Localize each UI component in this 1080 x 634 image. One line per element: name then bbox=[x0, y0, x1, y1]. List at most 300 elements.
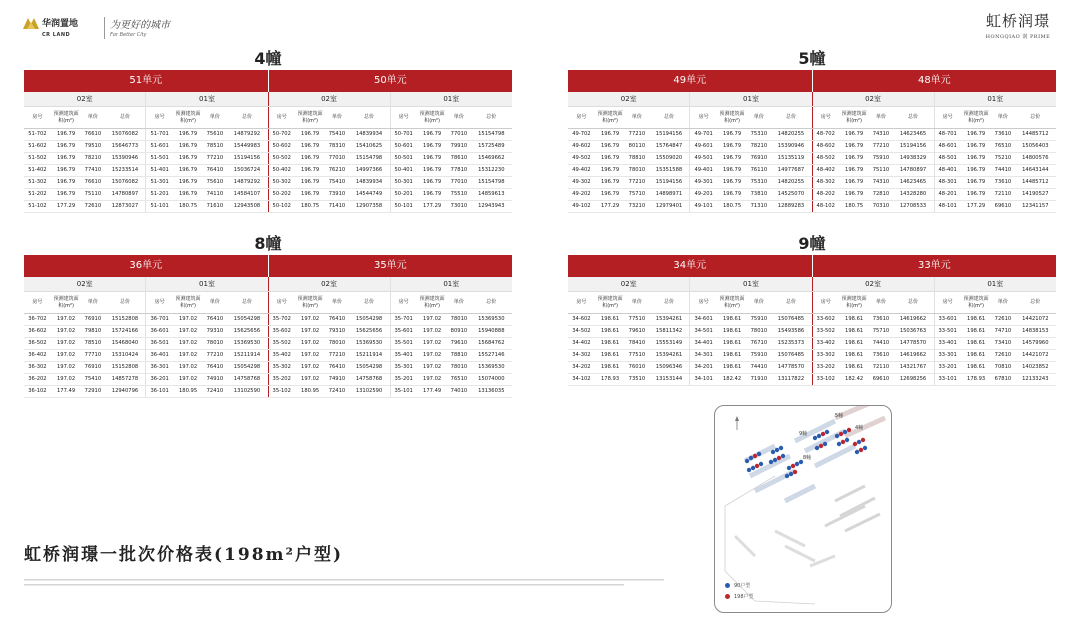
table-cell: 14857278 bbox=[105, 374, 146, 386]
table-cell: 76410 bbox=[203, 314, 226, 326]
table-cell: 36-101 bbox=[146, 386, 173, 398]
table-cell: 177.29 bbox=[961, 201, 992, 213]
disclaimer-fine-print bbox=[24, 578, 664, 593]
column-header: 总价 bbox=[471, 292, 513, 314]
column-header: 单价 bbox=[747, 292, 770, 314]
table-row bbox=[568, 129, 1056, 141]
table-cell: 196.79 bbox=[417, 165, 448, 177]
table-cell: 36-601 bbox=[146, 326, 173, 338]
table-cell: 51-402 bbox=[24, 165, 51, 177]
table-cell: 50-301 bbox=[390, 177, 417, 189]
table-cell: 80910 bbox=[447, 326, 470, 338]
table-cell: 12889283 bbox=[770, 201, 812, 213]
unit-marker-dot bbox=[793, 470, 797, 474]
table-cell: 35-301 bbox=[390, 362, 417, 374]
table-cell: 36-702 bbox=[24, 314, 51, 326]
table-cell: 198.61 bbox=[839, 338, 870, 350]
column-header: 总价 bbox=[770, 107, 812, 129]
table-cell: 70310 bbox=[869, 201, 892, 213]
unit-marker-dot bbox=[749, 456, 753, 460]
building-5-price-block bbox=[568, 48, 1056, 213]
table-cell: 48-501 bbox=[934, 153, 961, 165]
table-cell: 33-602 bbox=[812, 314, 839, 326]
table-cell: 15211914 bbox=[349, 350, 390, 362]
table-cell: 177.29 bbox=[417, 201, 448, 213]
table-cell: 75610 bbox=[203, 129, 226, 141]
table-cell: 15154798 bbox=[471, 177, 513, 189]
table-cell: 78810 bbox=[447, 350, 470, 362]
table-cell: 14619662 bbox=[893, 314, 934, 326]
table-cell: 198.61 bbox=[717, 350, 748, 362]
table-cell: 78010 bbox=[625, 165, 648, 177]
table-cell: 50-702 bbox=[268, 129, 295, 141]
table-cell: 15725489 bbox=[471, 141, 513, 153]
table-cell: 15154798 bbox=[471, 129, 513, 141]
room-name: 01室 bbox=[690, 92, 812, 107]
column-header: 单价 bbox=[81, 292, 104, 314]
table-cell: 196.79 bbox=[173, 165, 204, 177]
column-header-row bbox=[568, 107, 1056, 129]
table-cell: 35-702 bbox=[268, 314, 295, 326]
table-cell: 78510 bbox=[203, 141, 226, 153]
table-cell: 15076485 bbox=[770, 314, 812, 326]
table-cell: 196.79 bbox=[173, 177, 204, 189]
table-cell: 198.61 bbox=[961, 314, 992, 326]
table-cell: 77510 bbox=[625, 314, 648, 326]
table-cell: 196.79 bbox=[961, 129, 992, 141]
column-header: 总价 bbox=[649, 292, 690, 314]
logo-en: CR LAND bbox=[42, 32, 71, 38]
column-header: 总价 bbox=[349, 107, 390, 129]
table-cell: 15390946 bbox=[770, 141, 812, 153]
table-cell: 178.93 bbox=[961, 374, 992, 386]
table-cell: 197.02 bbox=[295, 374, 326, 386]
unit-marker-dot bbox=[777, 456, 781, 460]
table-cell: 15509020 bbox=[649, 153, 690, 165]
table-cell: 77010 bbox=[447, 177, 470, 189]
table-cell: 15764847 bbox=[649, 141, 690, 153]
table-cell: 76410 bbox=[325, 362, 348, 374]
table-cell: 76410 bbox=[203, 165, 226, 177]
table-cell: 49-501 bbox=[690, 153, 717, 165]
table-cell: 36-102 bbox=[24, 386, 51, 398]
room-name: 02室 bbox=[268, 92, 390, 107]
building-9-price-block bbox=[568, 233, 1056, 386]
table-cell: 48-402 bbox=[812, 165, 839, 177]
table-cell: 180.75 bbox=[839, 201, 870, 213]
column-header: 单价 bbox=[447, 107, 470, 129]
table-cell: 15076082 bbox=[105, 177, 146, 189]
table-cell: 33-201 bbox=[934, 362, 961, 374]
table-cell: 182.42 bbox=[717, 374, 748, 386]
column-header: 房号 bbox=[568, 292, 595, 314]
slogan: 为更好的城市 bbox=[110, 20, 170, 31]
table-cell: 36-301 bbox=[146, 362, 173, 374]
table-cell: 198.61 bbox=[595, 314, 626, 326]
table-cell: 197.02 bbox=[51, 314, 82, 326]
table-cell: 78210 bbox=[747, 141, 770, 153]
table-cell: 75910 bbox=[747, 350, 770, 362]
map-label-8: 8幢 bbox=[803, 455, 812, 461]
table-cell: 36-401 bbox=[146, 350, 173, 362]
table-cell: 197.02 bbox=[295, 338, 326, 350]
unit-marker-dot bbox=[819, 444, 823, 448]
table-cell: 51-202 bbox=[24, 189, 51, 201]
column-header: 房号 bbox=[390, 107, 417, 129]
table-row bbox=[24, 386, 512, 398]
room-name: 01室 bbox=[390, 277, 512, 292]
table-cell: 74410 bbox=[869, 338, 892, 350]
legend-item-198 bbox=[725, 591, 754, 602]
column-header: 房号 bbox=[146, 292, 173, 314]
table-cell: 198.61 bbox=[961, 338, 992, 350]
unit-marker-dot bbox=[791, 464, 795, 468]
price-table bbox=[568, 70, 1056, 213]
column-header: 总价 bbox=[226, 292, 268, 314]
table-cell: 15152808 bbox=[105, 362, 146, 374]
table-cell: 197.02 bbox=[417, 314, 448, 326]
table-cell: 33-401 bbox=[934, 338, 961, 350]
table-cell: 197.02 bbox=[51, 374, 82, 386]
table-cell: 48-602 bbox=[812, 141, 839, 153]
unit-header-row bbox=[24, 255, 512, 277]
table-cell: 196.79 bbox=[595, 141, 626, 153]
table-cell: 14023852 bbox=[1015, 362, 1057, 374]
table-cell: 15553149 bbox=[649, 338, 690, 350]
column-header: 预测建筑面积(m²) bbox=[295, 292, 326, 314]
unit-marker-dot bbox=[863, 446, 867, 450]
table-cell: 73210 bbox=[625, 201, 648, 213]
table-cell: 50-601 bbox=[390, 141, 417, 153]
room-name: 02室 bbox=[812, 92, 934, 107]
table-cell: 51-102 bbox=[24, 201, 51, 213]
table-cell: 51-301 bbox=[146, 177, 173, 189]
table-cell: 15036763 bbox=[893, 326, 934, 338]
table-cell: 51-701 bbox=[146, 129, 173, 141]
table-cell: 77510 bbox=[625, 350, 648, 362]
table-cell: 198.61 bbox=[717, 326, 748, 338]
table-cell: 12708533 bbox=[893, 201, 934, 213]
unit-marker-dot bbox=[857, 440, 861, 444]
table-cell: 15310424 bbox=[105, 350, 146, 362]
building-title: 8幢 bbox=[254, 234, 282, 253]
table-cell: 198.61 bbox=[717, 314, 748, 326]
unit-marker-dot bbox=[755, 464, 759, 468]
table-cell: 180.75 bbox=[295, 201, 326, 213]
column-header: 房号 bbox=[268, 107, 295, 129]
table-cell: 197.02 bbox=[417, 362, 448, 374]
table-cell: 49-502 bbox=[568, 153, 595, 165]
table-cell: 35-201 bbox=[390, 374, 417, 386]
table-cell: 35-102 bbox=[268, 386, 295, 398]
unit-marker-dot bbox=[787, 466, 791, 470]
table-cell: 35-601 bbox=[390, 326, 417, 338]
table-cell: 51-601 bbox=[146, 141, 173, 153]
unit-name: 35单元 bbox=[268, 255, 512, 277]
table-cell: 14584107 bbox=[226, 189, 268, 201]
table-cell: 48-502 bbox=[812, 153, 839, 165]
table-cell: 14780897 bbox=[105, 189, 146, 201]
table-cell: 12943943 bbox=[471, 201, 513, 213]
table-cell: 79910 bbox=[447, 141, 470, 153]
table-cell: 35-501 bbox=[390, 338, 417, 350]
table-cell: 197.02 bbox=[417, 374, 448, 386]
table-row bbox=[568, 374, 1056, 386]
column-header: 单价 bbox=[747, 107, 770, 129]
table-row bbox=[568, 314, 1056, 326]
table-cell: 15625656 bbox=[349, 326, 390, 338]
table-cell: 14619662 bbox=[893, 350, 934, 362]
table-cell: 14800576 bbox=[1015, 153, 1057, 165]
column-header: 总价 bbox=[770, 292, 812, 314]
table-cell: 72810 bbox=[869, 189, 892, 201]
table-cell: 78310 bbox=[325, 141, 348, 153]
table-cell: 14820255 bbox=[770, 177, 812, 189]
table-cell: 35-701 bbox=[390, 314, 417, 326]
table-cell: 77810 bbox=[447, 165, 470, 177]
table-cell: 197.02 bbox=[173, 374, 204, 386]
table-cell: 73010 bbox=[447, 201, 470, 213]
table-cell: 33-202 bbox=[812, 362, 839, 374]
column-header: 总价 bbox=[1015, 107, 1057, 129]
table-cell: 50-402 bbox=[268, 165, 295, 177]
unit-marker-dot bbox=[847, 428, 851, 432]
table-cell: 15369530 bbox=[471, 362, 513, 374]
table-cell: 33-402 bbox=[812, 338, 839, 350]
table-cell: 48-702 bbox=[812, 129, 839, 141]
table-cell: 197.02 bbox=[51, 338, 82, 350]
table-cell: 197.02 bbox=[295, 326, 326, 338]
table-cell: 50-101 bbox=[390, 201, 417, 213]
table-cell: 198.61 bbox=[595, 362, 626, 374]
table-cell: 15036724 bbox=[226, 165, 268, 177]
table-row bbox=[568, 141, 1056, 153]
table-cell: 198.61 bbox=[839, 350, 870, 362]
table-cell: 33-502 bbox=[812, 326, 839, 338]
table-cell: 34-401 bbox=[690, 338, 717, 350]
table-cell: 196.79 bbox=[51, 129, 82, 141]
table-cell: 78010 bbox=[447, 362, 470, 374]
table-cell: 49-702 bbox=[568, 129, 595, 141]
table-cell: 14623465 bbox=[893, 129, 934, 141]
map-label-4: 4幢 bbox=[855, 425, 864, 431]
table-cell: 48-301 bbox=[934, 177, 961, 189]
table-cell: 34-601 bbox=[690, 314, 717, 326]
building-8-price-block bbox=[24, 233, 512, 398]
column-header: 预测建筑面积(m²) bbox=[173, 292, 204, 314]
table-cell: 79810 bbox=[81, 326, 104, 338]
fine-print-lines bbox=[24, 578, 664, 592]
table-cell: 180.95 bbox=[173, 386, 204, 398]
table-cell: 76610 bbox=[81, 177, 104, 189]
table-cell: 78010 bbox=[747, 326, 770, 338]
column-header: 总价 bbox=[471, 107, 513, 129]
table-cell: 78010 bbox=[325, 338, 348, 350]
column-header: 预测建筑面积(m²) bbox=[417, 107, 448, 129]
column-header: 预测建筑面积(m²) bbox=[295, 107, 326, 129]
table-cell: 180.75 bbox=[173, 201, 204, 213]
table-cell: 72610 bbox=[991, 350, 1014, 362]
building-title: 4幢 bbox=[254, 49, 282, 68]
table-cell: 15469662 bbox=[471, 153, 513, 165]
site-plan-map bbox=[714, 405, 892, 613]
table-cell: 34-502 bbox=[568, 326, 595, 338]
table-cell: 76410 bbox=[203, 362, 226, 374]
table-cell: 15312230 bbox=[471, 165, 513, 177]
table-cell: 196.79 bbox=[417, 141, 448, 153]
table-cell: 197.02 bbox=[51, 362, 82, 374]
table-cell: 35-101 bbox=[390, 386, 417, 398]
table-cell: 15394261 bbox=[649, 350, 690, 362]
legend-blue-dot-icon bbox=[725, 583, 730, 588]
column-header: 单价 bbox=[325, 292, 348, 314]
table-cell: 49-701 bbox=[690, 129, 717, 141]
column-header: 预测建筑面积(m²) bbox=[961, 107, 992, 129]
table-cell: 196.79 bbox=[173, 189, 204, 201]
table-cell: 76210 bbox=[325, 165, 348, 177]
table-cell: 197.02 bbox=[417, 338, 448, 350]
page-title: 虹桥润璟一批次价格表(198m²户型) bbox=[24, 545, 344, 565]
table-cell: 48-302 bbox=[812, 177, 839, 189]
table-cell: 196.79 bbox=[839, 129, 870, 141]
legend-label-198: 198户型 bbox=[734, 594, 754, 600]
table-cell: 74710 bbox=[991, 326, 1014, 338]
table-cell: 14321767 bbox=[893, 362, 934, 374]
table-cell: 50-401 bbox=[390, 165, 417, 177]
unit-marker-dot bbox=[769, 460, 773, 464]
table-cell: 49-201 bbox=[690, 189, 717, 201]
table-cell: 72610 bbox=[81, 201, 104, 213]
table-cell: 78010 bbox=[203, 338, 226, 350]
table-cell: 12940796 bbox=[105, 386, 146, 398]
table-cell: 71310 bbox=[747, 201, 770, 213]
table-cell: 34-201 bbox=[690, 362, 717, 374]
column-header: 预测建筑面积(m²) bbox=[717, 292, 748, 314]
table-cell: 196.79 bbox=[173, 129, 204, 141]
column-header: 单价 bbox=[625, 292, 648, 314]
table-cell: 14859613 bbox=[471, 189, 513, 201]
table-cell: 196.79 bbox=[717, 141, 748, 153]
table-cell: 33-501 bbox=[934, 326, 961, 338]
table-cell: 196.79 bbox=[417, 189, 448, 201]
table-cell: 48-101 bbox=[934, 201, 961, 213]
table-cell: 70810 bbox=[991, 362, 1014, 374]
table-cell: 14839934 bbox=[349, 177, 390, 189]
table-cell: 14898971 bbox=[649, 189, 690, 201]
column-header: 总价 bbox=[649, 107, 690, 129]
table-cell: 50-701 bbox=[390, 129, 417, 141]
unit-marker-dot bbox=[821, 432, 825, 436]
table-cell: 14820255 bbox=[770, 129, 812, 141]
logo-text: 华润置地 bbox=[42, 19, 79, 29]
cr-land-mark-icon bbox=[22, 16, 40, 30]
table-row bbox=[24, 338, 512, 350]
table-cell: 196.79 bbox=[717, 189, 748, 201]
room-name: 02室 bbox=[568, 277, 690, 292]
table-cell: 75610 bbox=[203, 177, 226, 189]
table-cell: 196.79 bbox=[961, 189, 992, 201]
table-cell: 49-401 bbox=[690, 165, 717, 177]
table-cell: 196.79 bbox=[717, 165, 748, 177]
column-header: 单价 bbox=[869, 292, 892, 314]
table-row bbox=[568, 165, 1056, 177]
table-cell: 75110 bbox=[869, 165, 892, 177]
column-header: 预测建筑面积(m²) bbox=[595, 107, 626, 129]
table-row bbox=[24, 374, 512, 386]
column-header: 总价 bbox=[1015, 292, 1057, 314]
unit-marker-dot bbox=[855, 450, 859, 454]
table-cell: 15449983 bbox=[226, 141, 268, 153]
table-cell: 73810 bbox=[747, 189, 770, 201]
table-cell: 34-102 bbox=[568, 374, 595, 386]
table-cell: 69610 bbox=[869, 374, 892, 386]
room-name: 01室 bbox=[934, 277, 1056, 292]
unit-marker-dot bbox=[825, 430, 829, 434]
unit-marker-dot bbox=[841, 440, 845, 444]
table-cell: 34-402 bbox=[568, 338, 595, 350]
table-cell: 79610 bbox=[625, 326, 648, 338]
column-header: 预测建筑面积(m²) bbox=[961, 292, 992, 314]
table-cell: 197.02 bbox=[173, 326, 204, 338]
table-cell: 13102590 bbox=[226, 386, 268, 398]
map-label-9: 9幢 bbox=[799, 431, 808, 437]
table-cell: 15940888 bbox=[471, 326, 513, 338]
table-cell: 12133243 bbox=[1015, 374, 1057, 386]
table-cell: 72410 bbox=[325, 386, 348, 398]
table-cell: 49-302 bbox=[568, 177, 595, 189]
column-header: 单价 bbox=[325, 107, 348, 129]
column-header-row bbox=[24, 107, 512, 129]
table-cell: 14421072 bbox=[1015, 350, 1057, 362]
table-cell: 72110 bbox=[869, 362, 892, 374]
table-cell: 196.79 bbox=[51, 141, 82, 153]
table-cell: 48-202 bbox=[812, 189, 839, 201]
table-cell: 15351588 bbox=[649, 165, 690, 177]
table-row bbox=[24, 165, 512, 177]
table-cell: 12873027 bbox=[105, 201, 146, 213]
table-cell: 73910 bbox=[325, 189, 348, 201]
table-cell: 33-302 bbox=[812, 350, 839, 362]
table-cell: 196.79 bbox=[295, 129, 326, 141]
table-cell: 197.02 bbox=[173, 350, 204, 362]
table-cell: 15811342 bbox=[649, 326, 690, 338]
room-name: 02室 bbox=[568, 92, 690, 107]
table-cell: 35-401 bbox=[390, 350, 417, 362]
table-row bbox=[24, 350, 512, 362]
room-header-row bbox=[568, 92, 1056, 107]
table-cell: 15235373 bbox=[770, 338, 812, 350]
room-name: 02室 bbox=[812, 277, 934, 292]
unit-marker-dot bbox=[751, 466, 755, 470]
column-header: 单价 bbox=[991, 292, 1014, 314]
room-name: 02室 bbox=[24, 92, 146, 107]
room-name: 01室 bbox=[690, 277, 812, 292]
table-cell: 198.61 bbox=[961, 350, 992, 362]
table-row bbox=[24, 141, 512, 153]
table-cell: 75210 bbox=[991, 153, 1014, 165]
table-cell: 14879292 bbox=[226, 129, 268, 141]
project-brand bbox=[978, 10, 1058, 40]
table-cell: 75410 bbox=[325, 129, 348, 141]
table-cell: 196.79 bbox=[417, 153, 448, 165]
table-cell: 51-101 bbox=[146, 201, 173, 213]
unit-marker-dot bbox=[845, 438, 849, 442]
column-header: 房号 bbox=[24, 292, 51, 314]
column-header: 房号 bbox=[24, 107, 51, 129]
table-cell: 15096346 bbox=[649, 362, 690, 374]
table-cell: 77210 bbox=[625, 177, 648, 189]
table-cell: 14421072 bbox=[1015, 314, 1057, 326]
